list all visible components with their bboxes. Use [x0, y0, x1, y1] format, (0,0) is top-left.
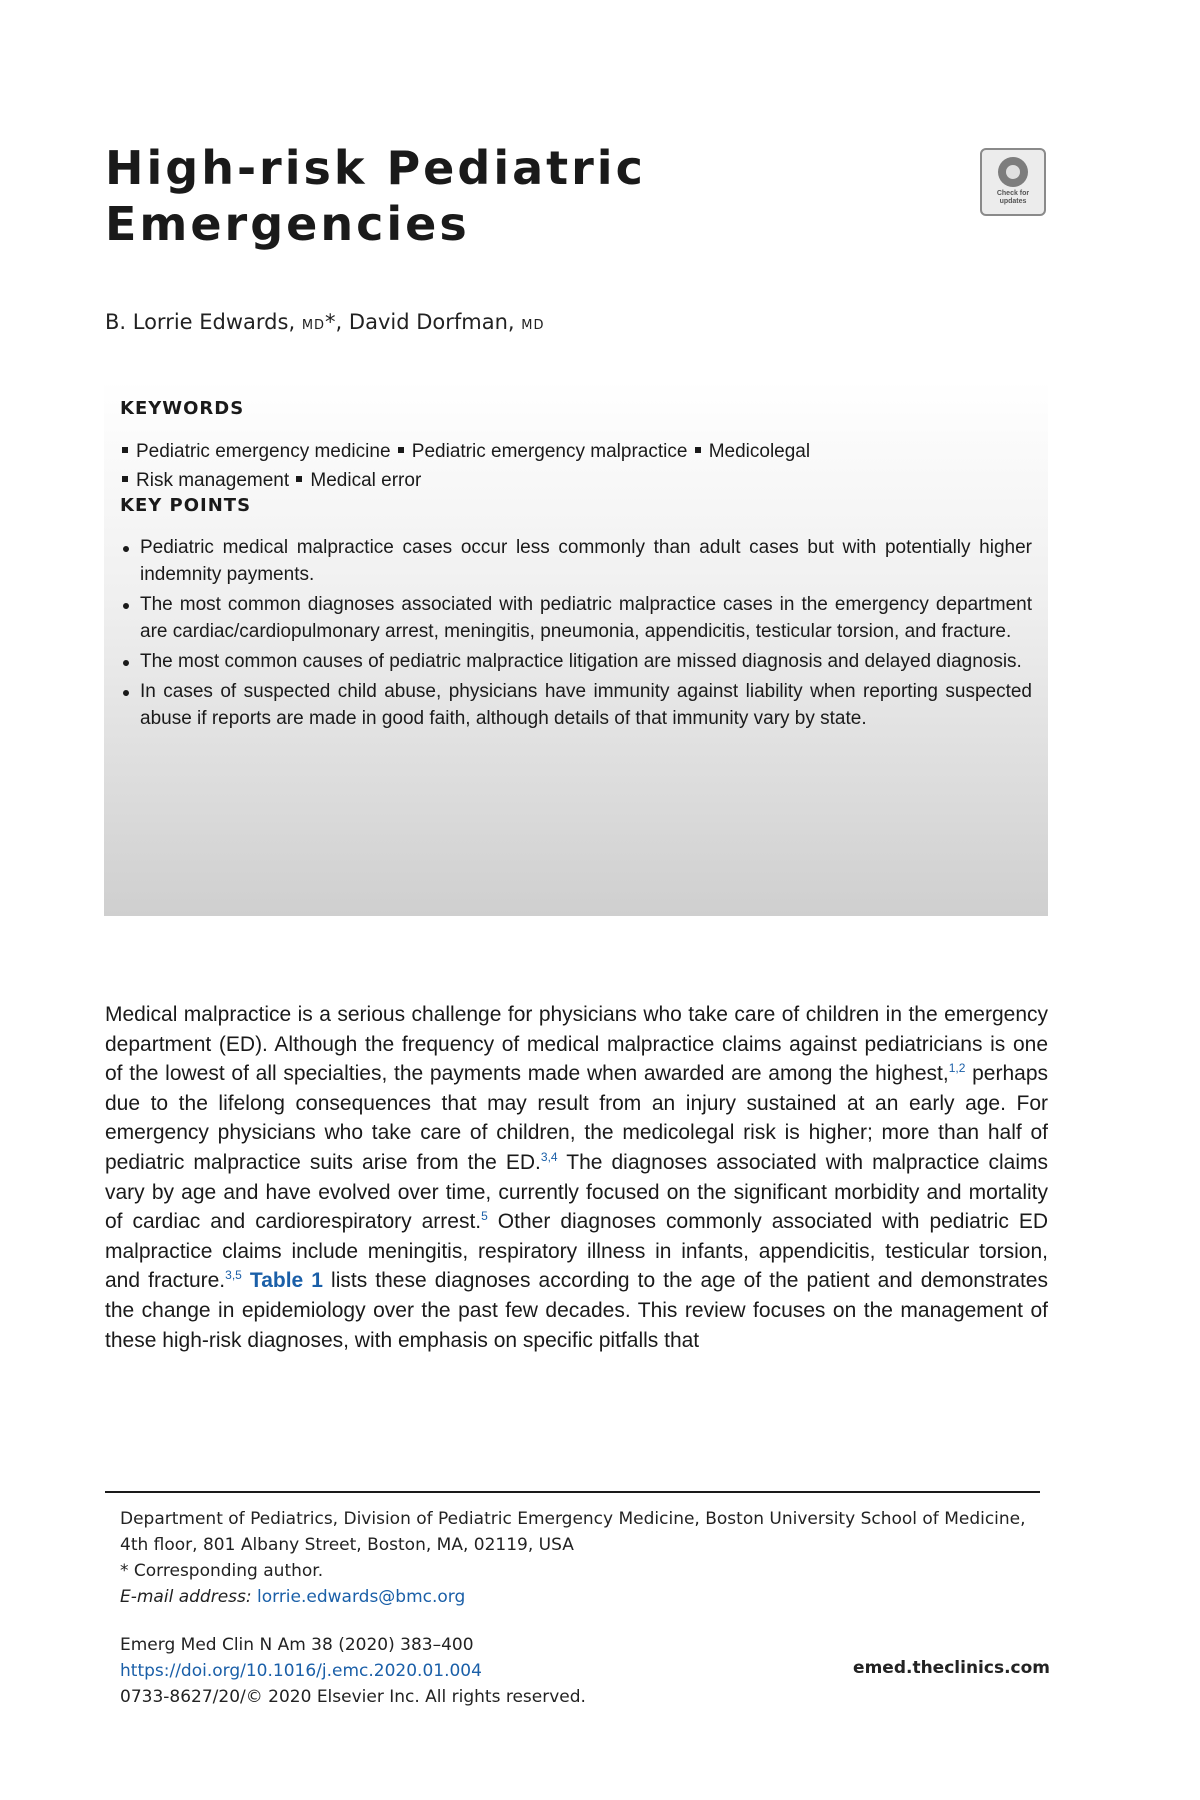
email-label: E-mail address: [120, 1587, 252, 1607]
title-line-2: Emergencies [105, 197, 470, 251]
body-text-5: lists these diagnoses according to the age of the patient and demonstrates the change in epidemiology over the past few decades. This review focuses on the management of these high-risk diagnoses, with emphasis on specific pitfalls that [105, 1269, 1048, 1352]
email-link[interactable]: lorrie.edwards@bmc.org [257, 1587, 466, 1607]
table-1-link[interactable]: Table 1 [249, 1269, 323, 1293]
square-bullet-icon [122, 476, 128, 482]
square-bullet-icon [695, 447, 701, 453]
key-point-item: In cases of suspected child abuse, physicians have immunity against liability when reporting suspected abuse if reports are made in good faith, although details of that immunity vary by state. [120, 678, 1032, 732]
keyword-item: Pediatric emergency malpractice [411, 441, 688, 462]
corresponding-author-note: * Corresponding author. [120, 1561, 324, 1581]
citation-ref[interactable]: 3,5 [225, 1268, 242, 1283]
body-text-4: Other diagnoses commonly associated with pediatric ED malpractice claims include meningitis, respiratory illness in infants, appendicitis, testicular torsion, and fracture. [105, 1210, 1048, 1293]
badge-label: Check for updates [996, 190, 1030, 205]
author-separator: , [335, 310, 343, 334]
title-line-1: High-risk Pediatric [105, 141, 646, 195]
corresponding-mark: * [325, 310, 336, 334]
author-1-degree: MD [301, 318, 326, 333]
keywords-heading: KEYWORDS [120, 398, 245, 419]
key-point-item: The most common diagnoses associated with pediatric malpractice cases in the emergency department are cardiac/cardiopulmonary arrest, meningitis, pneumonia, appendicitis, testicular torsion, and fracture. [120, 591, 1032, 645]
author-1-name: B. Lorrie Edwards, [105, 310, 296, 334]
key-points-heading: KEY POINTS [120, 495, 252, 516]
citation-ref[interactable]: 1,2 [948, 1061, 966, 1076]
check-for-updates-badge[interactable] [980, 148, 1046, 216]
keywords-list [120, 437, 1032, 495]
doi-link[interactable]: https://doi.org/10.1016/j.emc.2020.01.004 [120, 1661, 482, 1681]
citation-ref[interactable]: 5 [481, 1209, 488, 1224]
square-bullet-icon [296, 476, 302, 482]
affiliation: Department of Pediatrics, Division of Pediatric Emergency Medicine, Boston University School of Medicine, 4th floor, 801 Albany Street, Boston, MA, 02119, USA [120, 1509, 1026, 1555]
author-list [105, 310, 545, 334]
body-text-1: Medical malpractice is a serious challenge for physicians who take care of children in the emergency department (ED). Although the frequency of medical malpractice claims against pediatricians is one of the lowest of all specialties, the payments made when awarded are among the highest, [105, 1003, 1048, 1086]
author-2-name: David Dorfman, [348, 310, 515, 334]
square-bullet-icon [122, 447, 128, 453]
key-point-item: The most common causes of pediatric malpractice litigation are missed diagnosis and delayed diagnosis. [120, 648, 1032, 675]
footnotes [120, 1506, 1040, 1610]
body-text-2: perhaps due to the lifelong consequences that may result from an injury sustained at an early age. For emergency physicians who take care of children, the medicolegal risk is higher; more than half of pediatric malpractice suits arise from the ED. [105, 1062, 1048, 1174]
journal-citation: Emerg Med Clin N Am 38 (2020) 383–400 [120, 1635, 474, 1655]
key-point-item: Pediatric medical malpractice cases occur less commonly than adult cases but with potentially higher indemnity payments. [120, 534, 1032, 588]
body-paragraph [105, 1000, 1048, 1355]
copyright: 0733-8627/20/© 2020 Elsevier Inc. All rights reserved. [120, 1687, 586, 1707]
keyword-item: Medicolegal [708, 441, 811, 462]
citation-ref[interactable]: 3,4 [540, 1149, 558, 1164]
key-points-list [120, 534, 1032, 732]
journal-website[interactable]: emed.theclinics.com [853, 1658, 1050, 1678]
square-bullet-icon [398, 447, 404, 453]
keywords-keypoints-box [104, 380, 1048, 916]
keyword-item: Medical error [310, 470, 422, 491]
keyword-item: Pediatric emergency medicine [136, 441, 391, 462]
email-line [120, 1584, 1040, 1610]
body-text-3: The diagnoses associated with malpractice claims vary by age and have evolved over time, currently focused on the significant morbidity and mortality of cardiac and cardiorespiratory arrest. [105, 1150, 1048, 1234]
article-title [105, 140, 905, 252]
keyword-item: Risk management [136, 470, 290, 491]
update-icon [998, 157, 1028, 187]
footnote-divider [105, 1491, 1040, 1493]
author-2-degree: MD [521, 318, 545, 333]
